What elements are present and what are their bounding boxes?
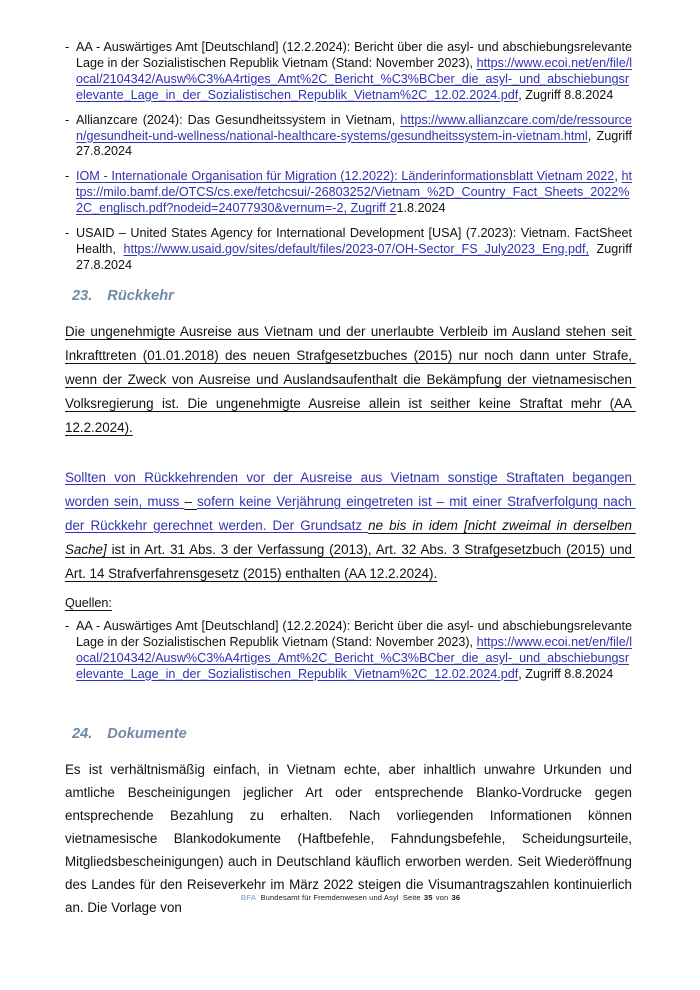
footer-page-current: 35 [423,893,433,902]
section-number: 24. [72,726,93,743]
text-segment: , Zugriff 8.8.2024 [518,87,614,102]
bullet-dash: - [65,112,70,127]
text-segment: , Zugriff 8.8.2024 [518,666,614,681]
paragraph-dokumente: Es ist verhältnismäßig einfach, in Vietnam echte, aber inhaltlich unwahre Urkunden und amtliche Bescheinigungen jeglicher Art oder entsprechende Blanko-Vordrucke gegen entsprechende Bezahlung zu erhalten. Nach vorliegenden Informationen können vietnamesische Blankodokumente (Haftbefehle, Fahndungsbefehle, Scheidungsurteile, Mitgliedsbescheinigungen) auch in Deutschland käuflich erworben werden. Seit Wiederöffnung des Landes für den Reiseverkehr im März 2022 steigen die Visumantragszahlen kontinuierlich an. Die Vorlage von [65,762,632,916]
text-segment: , Zugriff 27.8.2024 [76,128,636,159]
source-entry [76,112,636,161]
section-heading-rueckkehr [72,288,632,304]
paragraph-rueckkehr-2 [65,466,636,586]
hyperlink[interactable]: https://www.allianzcare.com/de/ressourcen/gesundheit-und-wellness/national-healthcare-systems/gesundheitssystem-in-vietnam.html [76,112,632,143]
hyperlink[interactable]: Sollten von Rückkehrenden vor der Ausreise aus Vietnam sonstige Straftaten begangen worden sein, muss [65,469,636,509]
hyperlink[interactable]: https://www.ecoi.net/en/file/local/2104342/Ausw%C3%A4rtiges_Amt%2C_Bericht_%C3%BCber_die_asyl-_und_abschiebungsrelevante_Lage_in_der_Sozialistischen_Republik_Vietnam%2C_12.02.2024.pdf [76,634,632,681]
text-segment: ne bis in idem [nicht zweimal in derselben Sache] [65,517,636,557]
footer-org-text: Bundesamt für Fremdenwesen und Asyl [260,893,399,902]
source-item [65,112,636,161]
text-segment: AA - Auswärtiges Amt [Deutschland] (12.2.2024): Bericht über die asyl- und abschiebungsrelevante Lage in der Sozialistischen Republik Vietnam (Stand: November 2023), [76,40,636,70]
hyperlink[interactable]: https://www.usaid.gov/sites/default/files/2023-07/OH-Sector_FS_July2023_Eng.pdf, [123,241,589,256]
bullet-dash: - [65,169,70,184]
text-segment: AA - Auswärtiges Amt [Deutschland] (12.2.2024): Bericht über die asyl- und abschiebungsrelevante Lage in der Sozialistischen Republik Vietnam (Stand: November 2023), [76,618,636,649]
section-title: Dokumente [107,726,187,743]
source-item [65,226,636,274]
text-segment: USAID – United States Agency for International Development [USA] (7.2023): Vietnam. FactSheet Health, [76,226,636,256]
quellen-label: Quellen: [65,595,112,610]
source-entry [76,226,636,274]
text-segment: , [614,169,622,184]
bfa-logo: BFA [240,893,257,902]
text-segment: Zugriff 27.8.2024 [76,241,636,272]
source-entry [76,169,632,217]
section-number: 23. [72,287,93,304]
page-footer [0,893,700,902]
bullet-dash: - [65,40,70,54]
source-list-top [65,40,636,274]
bullet-dash: - [65,618,70,633]
hyperlink[interactable]: https://www.ecoi.net/en/file/local/2104342/Ausw%C3%A4rtiges_Amt%2C_Bericht_%C3%BCber_die_asyl-_und_abschiebungsrelevante_Lage_in_der_Sozialistischen_Republik_Vietnam%2C_12.02.2024.pdf [76,55,632,102]
source-item [65,40,636,104]
text-segment: Allianzcare (2024): Das Gesundheitssystem in Vietnam, [76,112,401,127]
source-item [65,618,636,683]
source-list-section-23 [65,618,636,683]
source-entry [76,618,636,683]
text-segment: Die ungenehmigte Ausreise aus Vietnam und der unerlaubte Verbleib im Ausland stehen seit Inkrafttreten (01.01.2018) des neuen Strafgesetzbuches (2015) nur noch dann unter Strafe, wenn der Zweck von Ausreise und Auslandsaufenthalt die Bekämpfung der vietnamesischen Volksregierung ist. Die ungenehmigte Ausreise allein ist seither keine Straftat mehr (AA 12.2.2024). [65,323,636,435]
text-segment: – [184,493,197,509]
footer-von-label: von [435,893,449,902]
bullet-dash: - [65,226,70,241]
text-segment: ist in Art. 31 Abs. 3 der Verfassung (2013), Art. 32 Abs. 3 Strafgesetzbuch (2015) und Art. 14 Strafverfahrensgesetz (2015) enthalten (AA 12.2.2024). [65,541,635,581]
source-entry [76,40,636,104]
page-content [65,40,636,919]
hyperlink[interactable]: IOM - Internationale Organisation für Migration (12.2022): Länderinformationsblatt Vietnam 2022 [76,169,615,184]
text-segment: 1.8.2024 [396,201,446,216]
paragraph-rueckkehr-1 [65,320,636,440]
section-title: Rückkehr [107,287,174,304]
hyperlink[interactable]: https://milo.bamf.de/OTCS/cs.exe/fetchcsui/-26803252/Vietnam_%2D_Country_Fact_Sheets_2022%2C_englisch.pdf?nodeid=24077930&vernum=-2, Zugriff 2 [76,169,633,216]
section-heading-dokumente [72,726,632,742]
footer-page-total: 36 [451,893,461,902]
source-item [65,169,632,217]
hyperlink[interactable]: sofern keine Verjährung eingetreten ist – mit einer Strafverfolgung nach der Rückkehr gerechnet werden. Der Grundsatz [65,493,636,533]
footer-seite-label: Seite [402,893,421,902]
